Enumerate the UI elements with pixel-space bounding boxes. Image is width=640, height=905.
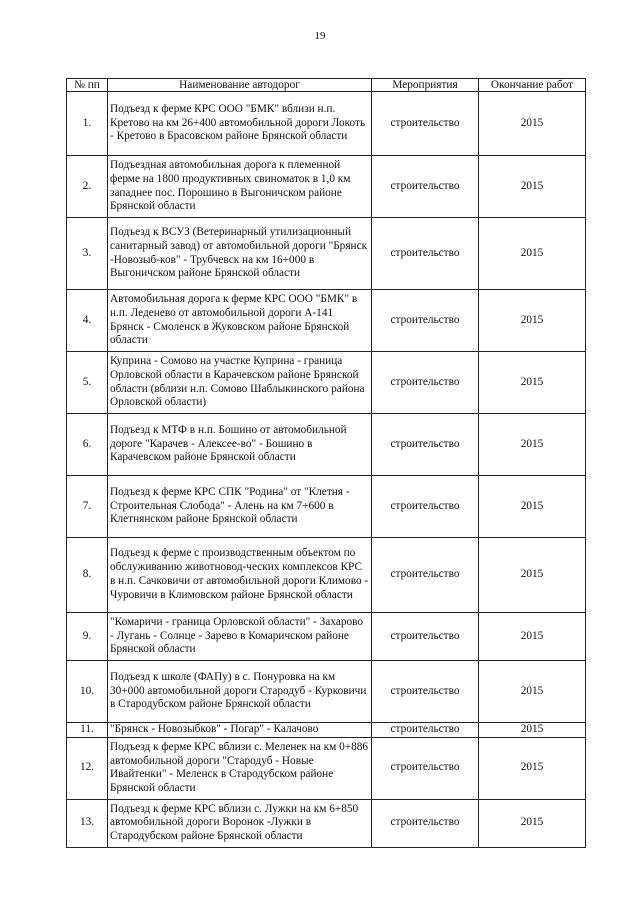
road-name: Автомобильная дорога к ферме КРС ООО "БМК" в н.п. Леденево от автомобильной дороги А-141 Брянск - Смоленск в Жуковском районе Брянской области [108, 290, 372, 352]
completion-year: 2015 [479, 290, 586, 352]
completion-year: 2015 [479, 476, 586, 538]
road-name: "Комаричи - граница Орловской области" - Захарово - Лугань - Солнце - Зарево в Комаричском районе Брянской области [108, 613, 372, 661]
header-completion: Окончание работ [479, 79, 586, 92]
table-row [67, 723, 586, 738]
activity: строительство [372, 92, 479, 156]
table-row [67, 799, 586, 847]
table-row [67, 613, 586, 661]
row-number: 8. [67, 538, 108, 613]
road-name: Подъезд к ферме КРС СПК "Родина" от "Клетня - Строительная Слобода" - Алень на км 7+600 в Клетнянском районе Брянской области [108, 476, 372, 538]
road-name: Подъезд к ВСУЗ (Ветеринарный утилизационный санитарный завод) от автомобильной дороги "Брянск -Новозыб-ков" - Трубчевск на км 16+000 в Выгоничском районе Брянской области [108, 218, 372, 290]
header-road-name: Наименование автодорог [108, 79, 372, 92]
activity: строительство [372, 156, 479, 218]
header-number: № пп [67, 79, 108, 92]
road-name: Подъезд к ферме КРС вблизи с. Лужки на км 6+850 автомобильной дороги Воронок -Лужки в Стародубском районе Брянской области [108, 799, 372, 847]
road-name: "Брянск - Новозыбков" - Погар" - Калачово [108, 723, 372, 738]
completion-year: 2015 [479, 737, 586, 799]
row-number: 12. [67, 737, 108, 799]
row-number: 1. [67, 92, 108, 156]
table-row [67, 476, 586, 538]
header-row [67, 79, 586, 92]
completion-year: 2015 [479, 414, 586, 476]
road-name: Куприна - Сомово на участке Куприна - граница Орловской области в Карачевском районе Брянской области (вблизи н.п. Сомово Шаблыкинского района Орловской области) [108, 352, 372, 414]
activity: строительство [372, 661, 479, 723]
road-name: Подъезд к школе (ФАПу) в с. Понуровка на км 30+000 автомобильной дороги Стародуб - Курковичи в Стародубском районе Брянской области [108, 661, 372, 723]
road-name: Подъезд к ферме КРС вблизи с. Меленек на км 0+886 автомобильной дороги "Стародуб - Новые Ивайтенки" - Меленск в Стародубском районе Брянской области [108, 737, 372, 799]
completion-year: 2015 [479, 218, 586, 290]
activity: строительство [372, 737, 479, 799]
activity: строительство [372, 218, 479, 290]
row-number: 9. [67, 613, 108, 661]
table-row [67, 661, 586, 723]
table-row [67, 218, 586, 290]
table-row [67, 538, 586, 613]
road-name: Подъездная автомобильная дорога к племенной ферме на 1800 продуктивных свиноматок в 1,0 км западнее пос. Порошино в Выгоничском районе Брянской области [108, 156, 372, 218]
row-number: 3. [67, 218, 108, 290]
completion-year: 2015 [479, 799, 586, 847]
row-number: 11. [67, 723, 108, 738]
activity: строительство [372, 799, 479, 847]
activity: строительство [372, 414, 479, 476]
row-number: 2. [67, 156, 108, 218]
row-number: 10. [67, 661, 108, 723]
completion-year: 2015 [479, 661, 586, 723]
header-activity: Мероприятия [372, 79, 479, 92]
table-row [67, 290, 586, 352]
completion-year: 2015 [479, 352, 586, 414]
completion-year: 2015 [479, 156, 586, 218]
table-row [67, 414, 586, 476]
completion-year: 2015 [479, 538, 586, 613]
row-number: 7. [67, 476, 108, 538]
completion-year: 2015 [479, 613, 586, 661]
table-row [67, 352, 586, 414]
page-number: 19 [314, 30, 326, 42]
activity: строительство [372, 290, 479, 352]
table-row [67, 92, 586, 156]
row-number: 13. [67, 799, 108, 847]
activity: строительство [372, 613, 479, 661]
roads-table [66, 78, 586, 848]
completion-year: 2015 [479, 92, 586, 156]
activity: строительство [372, 538, 479, 613]
table-header [67, 79, 586, 92]
activity: строительство [372, 476, 479, 538]
row-number: 6. [67, 414, 108, 476]
road-name: Подъезд к ферме с производственным объектом по обслуживанию животновод-ческих комплексов КРС в н.п. Сачковичи от автомобильной дороги Климово - Чуровичи в Климовском районе Брянской области [108, 538, 372, 613]
completion-year: 2015 [479, 723, 586, 738]
table-row [67, 737, 586, 799]
row-number: 5. [67, 352, 108, 414]
table-row [67, 156, 586, 218]
activity: строительство [372, 352, 479, 414]
road-name: Подъезд к МТФ в н.п. Бошино от автомобильной дороге "Карачев - Алексее-во" - Бошино в Карачевском районе Брянской области [108, 414, 372, 476]
row-number: 4. [67, 290, 108, 352]
table-body [67, 92, 586, 848]
road-name: Подъезд к ферме КРС ООО "БМК" вблизи н.п. Кретово на км 26+400 автомобильной дороги Локоть - Кретово в Брасовском районе Брянской области [108, 92, 372, 156]
activity: строительство [372, 723, 479, 738]
